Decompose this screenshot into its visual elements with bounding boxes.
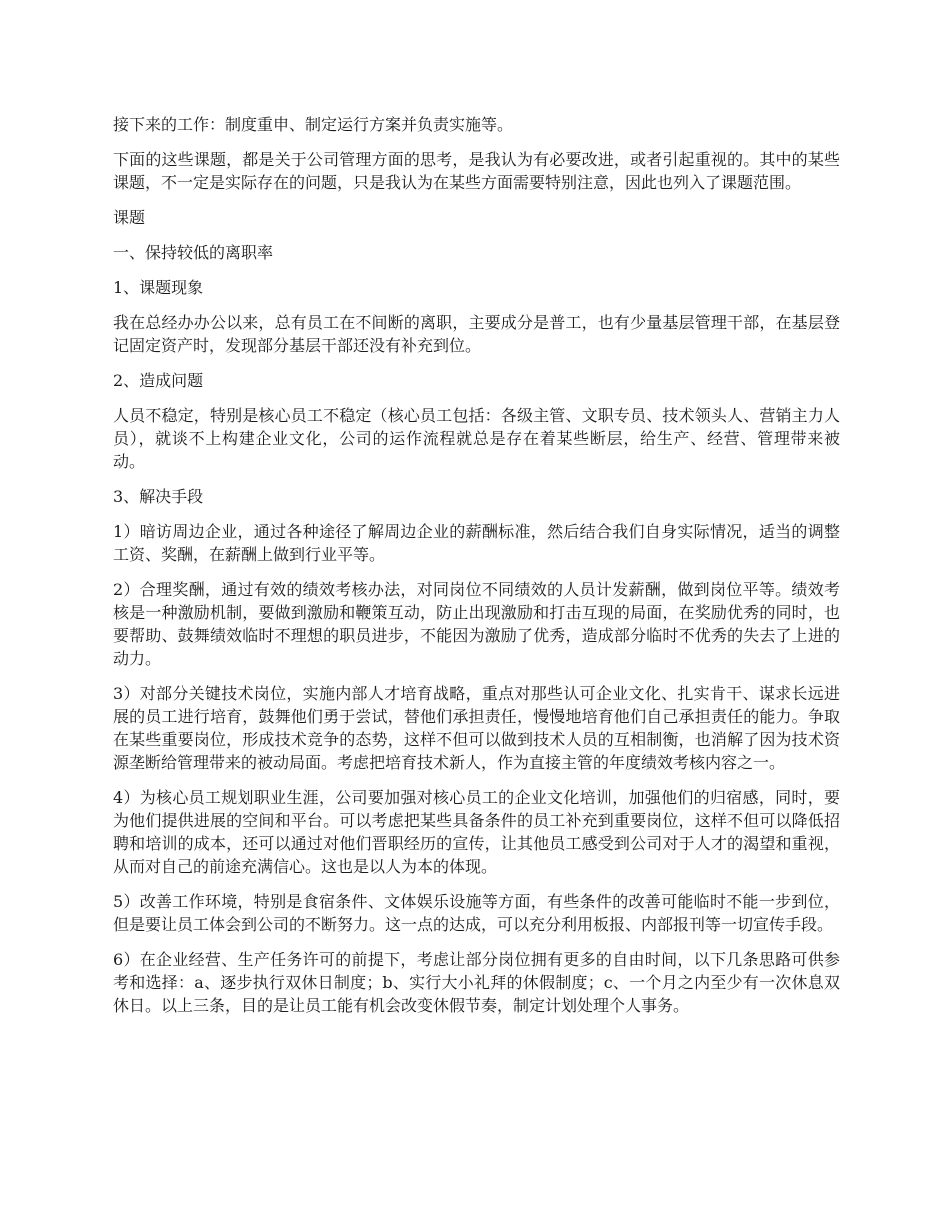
paragraph-intro: 下面的这些课题，都是关于公司管理方面的思考，是我认为有必要改进，或者引起重视的。其中的某些课题，不一定是实际存在的问题，只是我认为在某些方面需要特别注意，因此也列入了课题范围。: [113, 150, 840, 192]
heading-section-1: 一、保持较低的离职率: [113, 243, 274, 262]
document-body: [113, 113, 840, 1029]
paragraph-phenomenon: 我在总经办办公以来，总有员工在不间断的离职，主要成分是普工，也有少量基层管理干部，在基层登记固定资产时，发现部分基层干部还没有补充到位。: [113, 313, 840, 355]
list-item-solution-1: 1）暗访周边企业，通过各种途径了解周边企业的薪酬标准，然后结合我们自身实际情况，适当的调整工资、奖酬，在薪酬上做到行业平等。: [113, 522, 840, 564]
list-item-solution-6: 6）在企业经营、生产任务许可的前提下，考虑让部分岗位拥有更多的自由时间，以下几条思路可供参考和选择：a、逐步执行双休日制度；b、实行大小礼拜的休假制度；c、一个月之内至少有一次休息双休日。以上三条，目的是让员工能有机会改变休假节奏，制定计划处理个人事务。: [113, 950, 840, 1015]
subheading-problem: 2、造成问题: [113, 371, 204, 390]
subheading-phenomenon: 1、课题现象: [113, 278, 204, 297]
paragraph-next-work: 接下来的工作：制度重申、制定运行方案并负责实施等。: [113, 115, 514, 134]
list-item-solution-4: 4）为核心员工规划职业生涯，公司要加强对核心员工的企业文化培训，加强他们的归宿感，同时，要为他们提供进展的空间和平台。可以考虑把某些具备条件的员工补充到重要岗位，这样不但可以降低招聘和培训的成本，还可以通过对他们晋职经历的宣传，让其他员工感受到公司对于人才的渴望和重视，从而对自己的前途充满信心。这也是以人为本的体现。: [113, 788, 840, 876]
paragraph-problem: 人员不稳定，特别是核心员工不稳定（核心员工包括：各级主管、文职专员、技术领头人、营销主力人员），就谈不上构建企业文化，公司的运作流程就总是存在着某些断层，给生产、经营、管理带来被动。: [113, 406, 840, 471]
subheading-solutions: 3、解决手段: [113, 487, 204, 506]
list-item-solution-3: 3）对部分关键技术岗位，实施内部人才培育战略，重点对那些认可企业文化、扎实肯干、谋求长远进展的员工进行培育，鼓舞他们勇于尝试，替他们承担责任，慢慢地培育他们自己承担责任的能力。争取在某些重要岗位，形成技术竞争的态势，这样不但可以做到技术人员的互相制衡，也消解了因为技术资源垄断给管理带来的被动局面。考虑把培育技术新人，作为直接主管的年度绩效考核内容之一。: [113, 684, 840, 772]
heading-topics: 课题: [113, 208, 146, 227]
list-item-solution-5: 5）改善工作环境，特别是食宿条件、文体娱乐设施等方面，有些条件的改善可能临时不能一步到位，但是要让员工体会到公司的不断努力。这一点的达成，可以充分利用板报、内部报刊等一切宣传手段。: [113, 892, 840, 934]
list-item-solution-2: 2）合理奖酬，通过有效的绩效考核办法，对同岗位不同绩效的人员计发薪酬，做到岗位平等。绩效考核是一种激励机制，要做到激励和鞭策互动，防止出现激励和打击互现的局面，在奖励优秀的同时，也要帮助、鼓舞绩效临时不理想的职员进步，不能因为激励了优秀，造成部分临时不优秀的失去了上进的动力。: [113, 580, 840, 668]
